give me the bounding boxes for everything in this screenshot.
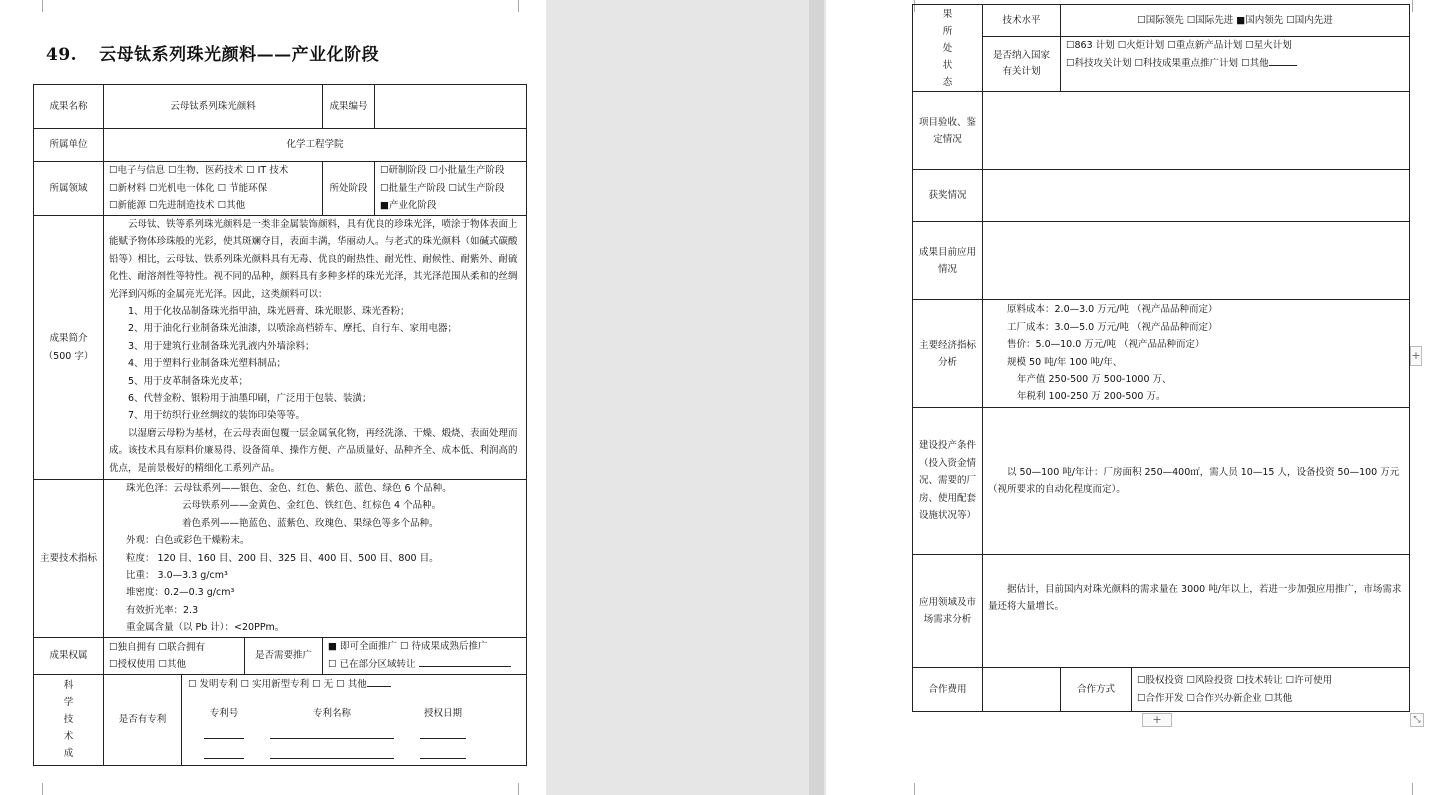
patent-col-number: 专利号	[209, 708, 239, 720]
achievement-form-table	[33, 84, 527, 766]
promo-options[interactable]	[323, 638, 527, 675]
economic-content[interactable]	[983, 300, 1410, 408]
market-label: 应用领域及市场需求分析	[913, 555, 983, 668]
document-canvas-gap	[546, 0, 809, 795]
patent-blank-row	[182, 723, 526, 745]
patent-date-blank[interactable]	[420, 747, 466, 759]
status-char: 学	[63, 696, 74, 708]
economic-line: 工厂成本：3.0—5.0 万元/吨 （视产品品种而定）	[1007, 321, 1218, 333]
economic-line: 售价：5.0—10.0 万元/吨 （视产品品种而定）	[1007, 339, 1205, 351]
intro-item: 1、用于化妆品制备珠光指甲油，珠光唇膏、珠光眼影、珠光香粉；	[128, 306, 410, 318]
stage-label: 所处阶段	[323, 162, 375, 216]
crop-mark	[1412, 0, 1425, 12]
crop-mark	[518, 783, 531, 795]
award-label: 获奖情况	[913, 170, 983, 222]
status-char: 状	[942, 59, 953, 71]
intro-paragraph: 以湿磨云母粉为基材，在云母表面包覆一层金属氧化物，再经洗涤、干燥、煅烧、表面处理而成。该技术具有原料价廉易得、设备简单、操作方便、产品质量好、品种齐全、成本低、利润高的优点，是前景极好的精细化工系列产品。	[109, 427, 518, 474]
plan-option-line: ☐863 计划 ☐火炬计划 ☐重点新产品计划 ☐星火计划	[1066, 40, 1292, 51]
stage-option-line: ☐研制阶段 ☐小批量生产阶段	[380, 165, 505, 177]
plan-label-line: 是否纳入国家	[992, 50, 1050, 61]
crop-mark	[30, 0, 43, 12]
promo-option-line: ■ 即可全面推广 ☐ 待成果成熟后推广	[328, 641, 488, 652]
tech-line: 比重： 3.0—3.3 g/cm³	[126, 570, 228, 582]
unit-label: 所属单位	[34, 129, 104, 162]
rights-label: 成果权属	[34, 638, 104, 675]
add-column-button[interactable]: +	[1410, 346, 1422, 366]
field-label: 所属领域	[34, 162, 104, 216]
intro-content[interactable]	[104, 216, 527, 480]
crop-mark	[1412, 783, 1425, 795]
intro-item: 4、用于塑料行业制备珠光塑料制品；	[128, 358, 287, 370]
section-number: 49.	[46, 45, 78, 65]
tech-level-options[interactable]: ☐国际领先 ☐国际先进 ■国内领先 ☐国内先进	[1061, 5, 1410, 37]
tech-line: 云母铁系列——金黄色、金红色、铁红色、红棕色 4 个品种。	[182, 500, 442, 512]
patent-date-blank[interactable]	[420, 727, 466, 739]
unit-value[interactable]: 化学工程学院	[104, 129, 527, 162]
acceptance-value[interactable]	[983, 92, 1410, 170]
tech-level-label: 技术水平	[983, 5, 1061, 37]
coop-fee-value[interactable]	[983, 668, 1061, 712]
patent-blank-row	[182, 745, 526, 765]
intro-item: 6、代替金粉、银粉用于油墨印刷，广泛用于包装、装潢；	[128, 393, 372, 405]
achievement-form-table-continued	[912, 4, 1410, 712]
tech-line: 有效折光率：2.3	[126, 604, 199, 616]
crop-mark	[30, 783, 43, 795]
stage-options[interactable]	[375, 162, 527, 216]
field-options[interactable]	[104, 162, 323, 216]
stage-option-line: ■产业化阶段	[380, 200, 437, 212]
document-page-left	[0, 0, 546, 795]
code-value[interactable]	[375, 85, 527, 129]
patent-number-blank[interactable]	[204, 747, 244, 759]
coop-option-line: ☐股权投资 ☐风险投资 ☐技术转让 ☐许可使用	[1137, 675, 1333, 687]
status-char: 科	[63, 679, 74, 691]
economic-line: 年产值 250-500 万 500-1000 万、	[1017, 373, 1172, 385]
rights-option-line: ☐独自拥有 ☐联合拥有	[109, 641, 206, 653]
tech-line: 珠光色泽：云母钛系列——银色、金色、红色、紫色、蓝色、绿色 6 个品种。	[126, 483, 452, 494]
status-label-cont	[913, 5, 983, 92]
promo-label: 是否需要推广	[245, 638, 323, 675]
section-heading: 云母钛系列珠光颜料——产业化阶段	[99, 45, 380, 65]
status-char: 成	[63, 747, 74, 759]
status-char: 处	[942, 42, 953, 54]
tech-label: 主要技术指标	[34, 480, 104, 638]
coop-mode-label: 合作方式	[1061, 668, 1132, 712]
intro-item: 7、用于纺织行业丝绸纹的装饰印染等等。	[128, 410, 306, 422]
award-value[interactable]	[983, 170, 1410, 222]
field-option-line: ☐新材料 ☐光机电一体化 ☐ 节能环保	[109, 182, 268, 194]
intro-label-cell	[34, 216, 104, 480]
patent-content[interactable]	[182, 674, 527, 766]
intro-item: 2、用于油化行业制备珠光油漆，以喷涂高档轿车、摩托、自行车、家用电器；	[128, 323, 458, 335]
investment-value[interactable]: 以 50—100 吨/年计：厂房面积 250—400㎡，需人员 10—15 人，设备投资 50—100 万元（视所要求的自动化程度而定）。	[983, 408, 1410, 555]
patent-name-blank[interactable]	[270, 747, 394, 759]
economic-label: 主要经济指标分析	[913, 300, 983, 408]
intro-item: 5、用于皮革制备珠光皮革；	[128, 375, 249, 387]
tech-line: 粒度： 120 目、160 目、200 目、325 目、400 目、500 目、800 目。	[126, 552, 439, 564]
intro-item: 3、用于建筑行业制备珠光乳液内外墙涂料；	[128, 340, 315, 352]
tech-line: 着色系列——艳蓝色、蓝紫色、玫瑰色、果绿色等多个品种。	[182, 517, 439, 529]
rights-options[interactable]	[104, 638, 245, 675]
tech-line: 重金属含量（以 Pb 计）：<20PPm。	[126, 622, 285, 634]
plan-label	[983, 37, 1061, 92]
promo-blank-line[interactable]	[419, 655, 511, 667]
market-value[interactable]: 据估计，目前国内对珠光颜料的需求量在 3000 吨/年以上，若进一步加强应用推广，市场需求量还将大量增长。	[983, 555, 1410, 668]
plan-option-line: ☐科技攻关计划 ☐科技成果重点推广计划 ☐其他	[1066, 54, 1404, 72]
intro-label-sub: （500 字）	[43, 350, 94, 362]
status-char: 术	[63, 730, 74, 742]
add-row-button[interactable]: +	[1142, 713, 1172, 727]
tech-content[interactable]	[104, 480, 527, 638]
patent-number-blank[interactable]	[204, 727, 244, 739]
name-value[interactable]: 云母钛系列珠光颜料	[104, 85, 323, 129]
rights-option-line: ☐授权使用 ☐其他	[109, 658, 187, 670]
crop-mark	[518, 0, 531, 12]
document-page-right	[826, 0, 1440, 795]
name-label: 成果名称	[34, 85, 104, 129]
tech-line: 堆密度：0.2—0.3 g/cm³	[126, 587, 235, 599]
plan-label-line: 有关计划	[1002, 66, 1041, 77]
status-label	[34, 674, 104, 766]
table-resize-handle-icon[interactable]: ⤡	[1410, 713, 1424, 727]
section-title	[46, 40, 379, 65]
economic-line: 原料成本：2.0—3.0 万元/吨 （视产品品种而定）	[1007, 304, 1218, 316]
tech-line: 外观：白色或彩色干燥粉末。	[126, 535, 250, 547]
intro-label: 成果简介	[49, 333, 88, 345]
promo-option-line: ☐ 已在部分区域转让	[328, 655, 521, 673]
application-label: 成果目前应用情况	[913, 222, 983, 300]
crop-mark	[902, 783, 915, 795]
economic-line: 规模 50 吨/年 100 吨/年、	[1007, 356, 1123, 368]
plan-options[interactable]	[1061, 37, 1410, 92]
application-value[interactable]	[983, 222, 1410, 300]
status-char: 态	[942, 76, 953, 88]
patent-label: 是否有专利	[104, 674, 182, 766]
stage-option-line: ☐批量生产阶段 ☐试生产阶段	[380, 182, 505, 194]
coop-mode-options[interactable]	[1132, 668, 1410, 712]
acceptance-label: 项目验收、鉴定情况	[913, 92, 983, 170]
field-option-line: ☐新能源 ☐先进制造技术 ☐其他	[109, 200, 246, 212]
page-gap-separator	[809, 0, 824, 795]
status-char: 技	[63, 713, 74, 725]
patent-col-name: 专利名称	[312, 708, 351, 720]
economic-line: 年税利 100-250 万 200-500 万。	[1017, 391, 1166, 403]
coop-option-line: ☐合作开发 ☐合作兴办新企业 ☐其他	[1137, 692, 1293, 704]
patent-options: ☐ 发明专利 ☐ 实用新型专利 ☐ 无 ☐ 其他	[182, 675, 526, 693]
patent-name-blank[interactable]	[270, 727, 394, 739]
patent-col-date: 授权日期	[423, 708, 462, 720]
field-option-line: ☐电子与信息 ☐生物、医药技术 ☐ IT 技术	[109, 165, 289, 177]
status-char: 所	[942, 25, 953, 37]
code-label: 成果编号	[323, 85, 375, 129]
coop-fee-label: 合作费用	[913, 668, 983, 712]
status-char: 果	[942, 8, 953, 20]
patent-columns	[182, 693, 526, 722]
investment-label: 建设投产条件（投入资金情况、需要的厂房、使用配套设施状况等）	[913, 408, 983, 555]
intro-paragraph: 云母钛、铁等系列珠光颜料是一类非金属装饰颜料，具有优良的珍珠光泽，喷涂于物体表面上能赋予物体珍珠般的光彩，使其斑斓夺目，表面丰满，华丽动人。与老式的珠光颜料（如碱式碳酸铅等）相比，云母钛、铁系列珠光颜料具有无毒、优良的耐热性、耐光性、耐候性、耐紫外、耐硫化性、耐溶剂性等特性。视不同的品种，颜料具有多种多样的珠光光泽，其光泽范围从柔和的丝绸光泽到闪烁的金属亮光光泽。因此，这类颜料可以：	[109, 219, 518, 300]
